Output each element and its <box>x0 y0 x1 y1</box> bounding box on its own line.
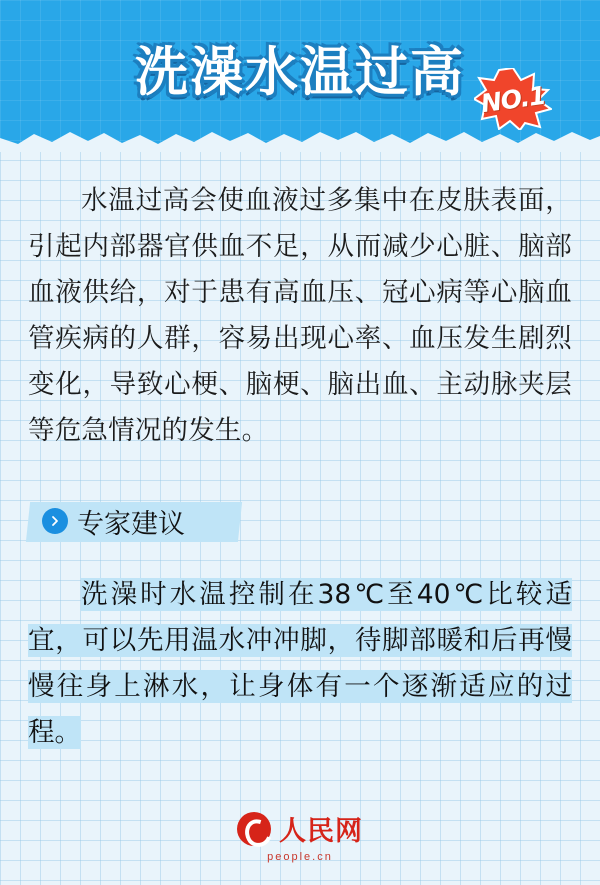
advice-heading-label: 专家建议 <box>77 508 185 540</box>
advice-paragraph-text: 洗澡时水温控制在38℃至40℃比较适宜，可以先用温水冲冲脚，待脚部暖和后再慢慢往身上淋水，让身体有一个逐渐适应的过程。 <box>28 579 572 748</box>
torn-paper-edge <box>0 120 600 152</box>
footer <box>0 809 600 863</box>
header-banner <box>0 0 600 152</box>
advice-paragraph <box>28 572 572 756</box>
main-paragraph: 水温过高会使血液过多集中在皮肤表面，引起内部器官供血不足，从而减少心脏、脑部血液供给，对于患有高血压、冠心病等心脑血管疾病的人群，容易出现心率、血压发生剧烈变化，导致心梗、脑梗、脑出血、主动脉夹层等危急情况的发生。 <box>28 185 572 446</box>
logo-text: 人民网 <box>279 816 363 847</box>
badge-label: NO.1 <box>479 80 547 118</box>
people-logo-icon <box>237 812 271 846</box>
advice-heading <box>28 498 240 544</box>
content-area <box>0 178 600 756</box>
logo <box>237 809 363 848</box>
page-title: 洗澡水温过高 <box>135 42 465 103</box>
logo-subtext: people.cn <box>267 851 333 863</box>
chevron-right-icon <box>42 508 68 534</box>
